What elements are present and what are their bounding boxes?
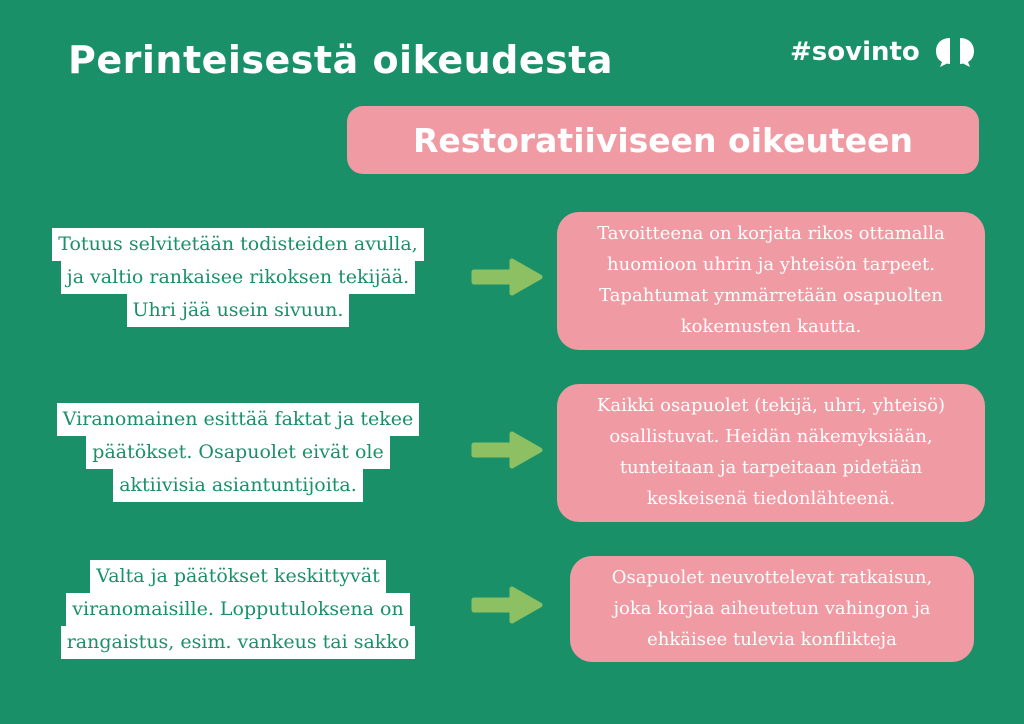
brand: [790, 36, 976, 68]
hashtag: #sovinto: [790, 37, 920, 67]
restorative-text-line: ehkäisee tulevia konflikteja: [647, 629, 897, 650]
restorative-box-2: [557, 384, 985, 522]
subtitle: Restoratiiviseen oikeuteen: [413, 120, 913, 160]
speech-bubbles-icon: [934, 36, 976, 68]
traditional-text-line: rangaistus, esim. vankeus tai sakko: [61, 626, 416, 659]
traditional-text-line: ja valtio rankaisee rikoksen tekijää.: [61, 261, 415, 294]
traditional-text-line: päätökset. Osapuolet eivät ole: [86, 436, 389, 469]
page-title: Perinteisestä oikeudesta: [68, 38, 614, 82]
traditional-box-3: [28, 560, 448, 659]
restorative-text-line: joka korjaa aiheutetun vahingon ja: [613, 598, 931, 619]
traditional-text-line: Totuus selvitetään todisteiden avulla,: [52, 228, 423, 261]
traditional-box-2: [28, 403, 448, 502]
restorative-box-1: [557, 212, 985, 350]
restorative-text-line: Kaikki osapuolet (tekijä, uhri, yhteisö): [596, 395, 946, 416]
arrow-right-icon: [468, 428, 546, 472]
restorative-text-line: Tavoitteena on korjata rikos ottamalla: [597, 223, 945, 244]
arrow-right-icon: [468, 583, 546, 627]
traditional-text-line: Uhri jää usein sivuun.: [127, 294, 350, 327]
restorative-text-line: tunteitaan ja tarpeitaan pidetään: [619, 457, 923, 478]
traditional-text-line: aktiivisia asiantuntijoita.: [113, 469, 363, 502]
restorative-text-line: Tapahtumat ymmärretään osapuolten: [599, 285, 943, 306]
traditional-text-line: viranomaisille. Lopputuloksena on: [66, 593, 409, 626]
restorative-box-3: [570, 556, 974, 662]
subtitle-banner: [347, 106, 979, 174]
traditional-text-line: Viranomainen esittää faktat ja tekee: [57, 403, 419, 436]
arrow-right-icon: [468, 255, 546, 299]
traditional-box-1: [28, 228, 448, 327]
restorative-text-line: Osapuolet neuvottelevat ratkaisun,: [611, 567, 933, 588]
restorative-text-line: huomioon uhrin ja yhteisön tarpeet.: [607, 254, 935, 275]
restorative-text-line: osallistuvat. Heidän näkemyksiään,: [609, 426, 933, 447]
traditional-text-line: Valta ja päätökset keskittyvät: [90, 560, 386, 593]
restorative-text-line: keskeisenä tiedonlähteenä.: [646, 488, 896, 509]
restorative-text-line: kokemusten kautta.: [680, 316, 862, 337]
